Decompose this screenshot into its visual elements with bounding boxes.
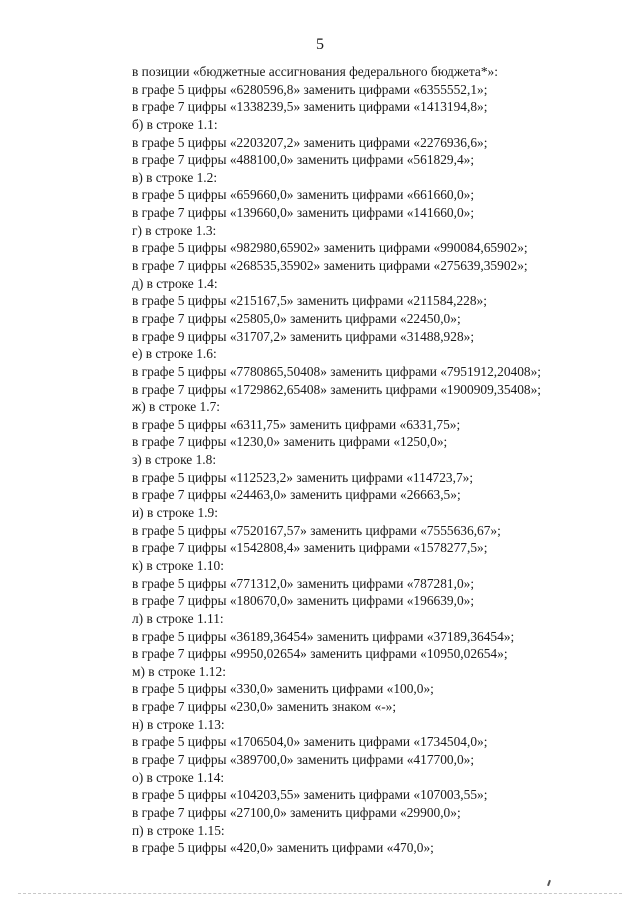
text-line: д) в строке 1.4:	[132, 275, 218, 291]
text-line: п) в строке 1.15:	[132, 822, 225, 838]
text-line: в графе 5 цифры «6311,75» заменить цифрами «6331,75»;	[132, 416, 461, 432]
text-line: е) в строке 1.6:	[132, 346, 217, 362]
text-line: в графе 7 цифры «9950,02654» заменить цифрами «10950,02654»;	[132, 646, 508, 662]
text-line: в графе 5 цифры «330,0» заменить цифрами «100,0»;	[132, 681, 434, 697]
text-line: в графе 5 цифры «2203207,2» заменить цифрами «2276936,6»;	[132, 134, 488, 150]
text-line: в графе 7 цифры «389700,0» заменить цифрами «417700,0»;	[132, 751, 475, 767]
text-line: в графе 7 цифры «27100,0» заменить цифрами «29900,0»;	[132, 804, 461, 820]
text-line: в графе 5 цифры «1706504,0» заменить цифрами «1734504,0»;	[132, 734, 488, 750]
text-line: в графе 5 цифры «104203,55» заменить цифрами «107003,55»;	[132, 787, 488, 803]
text-line: в графе 5 цифры «6280596,8» заменить цифрами «6355552,1»;	[132, 81, 488, 97]
page-edge-line	[18, 893, 622, 894]
stray-mark	[547, 880, 551, 886]
text-line: в графе 7 цифры «1542808,4» заменить цифрами «1578277,5»;	[132, 540, 488, 556]
text-line: в позиции «бюджетные ассигнования федерального бюджета*»:	[132, 64, 498, 79]
text-line: в графе 7 цифры «488100,0» заменить цифрами «561829,4»;	[132, 152, 475, 168]
text-line: з) в строке 1.8:	[132, 452, 217, 468]
text-line: в графе 7 цифры «1230,0» заменить цифрами «1250,0»;	[132, 434, 448, 450]
text-line: в графе 7 цифры «180670,0» заменить цифрами «196639,0»;	[132, 593, 475, 609]
text-line: в графе 7 цифры «230,0» заменить знаком «-»;	[132, 699, 397, 715]
text-line: в графе 7 цифры «139660,0» заменить цифрами «141660,0»;	[132, 205, 475, 221]
text-line: в графе 7 цифры «25805,0» заменить цифрами «22450,0»;	[132, 310, 461, 326]
text-line: б) в строке 1.1:	[132, 116, 218, 132]
text-line: в графе 7 цифры «1729862,65408» заменить цифрами «1900909,35408»;	[132, 381, 542, 397]
text-line: в графе 5 цифры «420,0» заменить цифрами «470,0»;	[132, 840, 434, 856]
text-line: в графе 7 цифры «1338239,5» заменить цифрами «1413194,8»;	[132, 99, 488, 115]
text-line: ж) в строке 1.7:	[132, 399, 221, 415]
document-body	[132, 63, 622, 857]
text-line: в графе 7 цифры «24463,0» заменить цифрами «26663,5»;	[132, 487, 461, 503]
text-line: в графе 5 цифры «215167,5» заменить цифрами «211584,228»;	[132, 293, 487, 309]
text-line: в) в строке 1.2:	[132, 169, 218, 185]
text-line: в графе 7 цифры «268535,35902» заменить цифрами «275639,35902»;	[132, 258, 528, 274]
text-line: к) в строке 1.10:	[132, 557, 224, 573]
text-line: в графе 5 цифры «982980,65902» заменить цифрами «990084,65902»;	[132, 240, 528, 256]
text-line: в графе 5 цифры «112523,2» заменить цифрами «114723,7»;	[132, 469, 474, 485]
text-line: м) в строке 1.12:	[132, 663, 226, 679]
text-line: и) в строке 1.9:	[132, 505, 218, 521]
text-line: в графе 5 цифры «7780865,50408» заменить цифрами «7951912,20408»;	[132, 363, 542, 379]
text-line: в графе 5 цифры «771312,0» заменить цифрами «787281,0»;	[132, 575, 475, 591]
page-number: 5	[316, 36, 324, 53]
text-line: г) в строке 1.3:	[132, 222, 217, 238]
text-line: о) в строке 1.14:	[132, 769, 225, 785]
text-line: л) в строке 1.11:	[132, 610, 224, 626]
text-line: н) в строке 1.13:	[132, 716, 225, 732]
text-line: в графе 5 цифры «7520167,57» заменить цифрами «7555636,67»;	[132, 522, 501, 538]
text-line: в графе 5 цифры «659660,0» заменить цифрами «661660,0»;	[132, 187, 475, 203]
text-line: в графе 9 цифры «31707,2» заменить цифрами «31488,928»;	[132, 328, 475, 344]
text-line: в графе 5 цифры «36189,36454» заменить цифрами «37189,36454»;	[132, 628, 515, 644]
